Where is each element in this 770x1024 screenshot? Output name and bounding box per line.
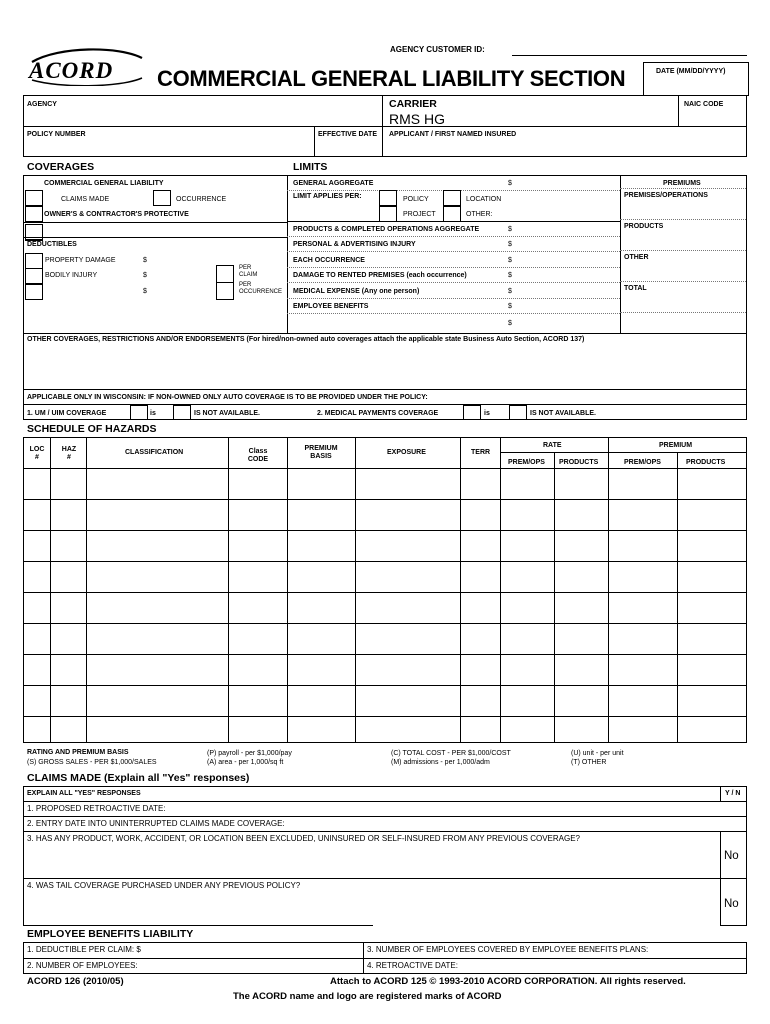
other-coverages-top bbox=[23, 333, 747, 334]
cm-right bbox=[746, 786, 747, 926]
products-completed-input[interactable] bbox=[517, 223, 617, 234]
employee-benefits-label: EMPLOYEE BENEFITS bbox=[293, 303, 369, 310]
deductibles-label: DEDUCTIBLES bbox=[27, 241, 77, 248]
limit-applies-per-label: LIMIT APPLIES PER: bbox=[293, 193, 362, 200]
cm-l4 bbox=[23, 878, 747, 879]
employees-covered-input[interactable] bbox=[701, 945, 743, 956]
dr-divider bbox=[287, 282, 620, 283]
entry-date-label: 2. ENTRY DATE INTO UNINTERRUPTED CLAIMS MADE COVERAGE: bbox=[27, 819, 285, 828]
deductible-other-dollar: $ bbox=[143, 288, 147, 295]
personal-advertising-input[interactable] bbox=[517, 238, 617, 249]
agency-policy-divider bbox=[23, 126, 382, 127]
wisconsin-left-border bbox=[23, 390, 24, 420]
products-premium-input[interactable] bbox=[624, 235, 742, 247]
excluded-question: 3. HAS ANY PRODUCT, WORK, ACCIDENT, OR LOCATION BEEN EXCLUDED, UNINSURED OR SELF-INSURED FROM ANY PREVIOUS COVERAGE? bbox=[27, 834, 580, 843]
products-premium-label: PRODUCTS bbox=[624, 223, 664, 230]
rating-s: (S) GROSS SALES - PER $1,000/SALES bbox=[27, 759, 157, 766]
number-of-employees-input[interactable] bbox=[158, 961, 358, 972]
applicant-label: APPLICANT / FIRST NAMED INSURED bbox=[389, 131, 517, 138]
limit-extra-input[interactable] bbox=[517, 317, 617, 328]
premium-premops-header: PREM/OPS bbox=[624, 459, 661, 466]
prem-title-divider bbox=[620, 188, 746, 189]
medical-payments-label: 2. MEDICAL PAYMENTS COVERAGE bbox=[317, 410, 439, 417]
personal-advertising-dollar: $ bbox=[508, 241, 512, 248]
owners-checkbox[interactable] bbox=[25, 206, 43, 222]
hazards-title: SCHEDULE OF HAZARDS bbox=[27, 423, 157, 435]
table-row bbox=[23, 561, 747, 562]
damage-rented-label: DAMAGE TO RENTED PREMISES (each occurrence) bbox=[293, 272, 467, 279]
ebl-mid bbox=[23, 958, 747, 959]
med-is-checkbox[interactable] bbox=[463, 405, 481, 420]
haz-col-7 bbox=[500, 437, 501, 743]
rating-c: (C) TOTAL COST - PER $1,000/COST bbox=[391, 750, 511, 757]
naic-code-input[interactable] bbox=[683, 110, 743, 123]
products-completed-dollar: $ bbox=[508, 226, 512, 233]
effective-date-divider bbox=[314, 126, 315, 157]
limit-extra-dollar: $ bbox=[508, 320, 512, 327]
rating-u: (U) unit - per unit bbox=[571, 750, 624, 757]
classification-header: CLASSIFICATION bbox=[125, 449, 184, 456]
premises-operations-label: PREMISES/OPERATIONS bbox=[624, 192, 708, 199]
uim-coverage-label: 1. UM / UIM COVERAGE bbox=[27, 410, 107, 417]
cgl-label: COMMERCIAL GENERAL LIABILITY bbox=[44, 180, 164, 187]
rate-products-header: PRODUCTS bbox=[559, 459, 599, 466]
bodily-injury-checkbox[interactable] bbox=[25, 268, 43, 284]
policy-number-label: POLICY NUMBER bbox=[27, 131, 86, 138]
excluded-answer[interactable]: No bbox=[724, 850, 739, 862]
medical-expense-label: MEDICAL EXPENSE (Any one person) bbox=[293, 288, 420, 295]
bodily-injury-input[interactable] bbox=[151, 268, 211, 279]
haz-col-3 bbox=[228, 437, 229, 743]
products-completed-label: PRODUCTS & COMPLETED OPERATIONS AGGREGATE bbox=[293, 226, 480, 233]
table-row bbox=[23, 592, 747, 593]
cgl-bottom-line bbox=[23, 222, 287, 223]
eb-divider bbox=[287, 313, 620, 314]
page-title: COMMERCIAL GENERAL LIABILITY SECTION bbox=[157, 66, 626, 91]
other-coverages-input[interactable] bbox=[27, 347, 741, 385]
cm-bottom-right bbox=[720, 925, 747, 926]
haz-header-bottom bbox=[23, 468, 747, 469]
haz-top bbox=[23, 437, 747, 438]
ebl-bottom bbox=[23, 973, 747, 974]
other-limit-label: OTHER: bbox=[466, 211, 493, 218]
carrier-naic-divider bbox=[678, 95, 679, 126]
haz-col-0 bbox=[23, 437, 24, 743]
deductible-per-claim-input[interactable] bbox=[173, 945, 358, 956]
tp-divider bbox=[620, 312, 746, 313]
general-aggregate-label: GENERAL AGGREGATE bbox=[293, 180, 374, 187]
table-row bbox=[23, 716, 747, 717]
other-limit-checkbox[interactable] bbox=[443, 206, 461, 222]
ebl-right bbox=[746, 942, 747, 974]
date-label: DATE (MM/DD/YYYY) bbox=[656, 68, 726, 75]
coverages-left-border bbox=[23, 175, 24, 390]
agency-label: AGENCY bbox=[27, 101, 57, 108]
block-right-border bbox=[746, 95, 747, 157]
owners-contractors-label: OWNER'S & CONTRACTOR'S PROTECTIVE bbox=[44, 211, 189, 218]
premium-products-header: PRODUCTS bbox=[686, 459, 726, 466]
ebl-retroactive-input[interactable] bbox=[478, 961, 743, 972]
property-damage-dollar: $ bbox=[143, 257, 147, 264]
cm-bottom bbox=[23, 925, 373, 926]
occurrence-label: OCCURRENCE bbox=[176, 196, 227, 203]
rating-basis bbox=[23, 747, 747, 769]
po-divider bbox=[620, 219, 746, 220]
haz-col-8 bbox=[554, 452, 555, 743]
effective-date-label: EFFECTIVE DATE bbox=[318, 131, 377, 138]
block-bottom-border bbox=[23, 156, 747, 157]
haz-bottom bbox=[23, 742, 747, 743]
me-divider bbox=[287, 298, 620, 299]
occurrence-checkbox[interactable] bbox=[153, 190, 171, 206]
ebl-retroactive-label: 4. RETROACTIVE DATE: bbox=[367, 961, 458, 970]
coverages-right-border bbox=[746, 175, 747, 390]
haz-col-5 bbox=[355, 437, 356, 743]
per-claim-label: PER CLAIM bbox=[239, 265, 258, 278]
haz-col-9 bbox=[608, 437, 609, 743]
rate-premops-header: PREM/OPS bbox=[508, 459, 545, 466]
pp-divider bbox=[620, 250, 746, 251]
form-id: ACORD 126 (2010/05) bbox=[27, 976, 124, 987]
coverages-top-border bbox=[23, 175, 747, 176]
tail-coverage-question: 4. WAS TAIL COVERAGE PURCHASED UNDER ANY PREVIOUS POLICY? bbox=[27, 881, 301, 890]
med-not-available-checkbox[interactable] bbox=[509, 405, 527, 420]
total-premium-input[interactable] bbox=[624, 297, 742, 309]
footer-attach: Attach to ACORD 125 © 1993-2010 ACORD CORPORATION. All rights reserved. bbox=[330, 976, 686, 987]
damage-rented-input[interactable] bbox=[517, 269, 617, 280]
employees-covered-label: 3. NUMBER OF EMPLOYEES COVERED BY EMPLOYEE BENEFITS PLANS: bbox=[367, 945, 649, 954]
premium-header: PREMIUM bbox=[659, 442, 693, 449]
policy-label: POLICY bbox=[403, 196, 429, 203]
each-occurrence-input[interactable] bbox=[517, 254, 617, 265]
haz-rate-split bbox=[500, 452, 746, 453]
policy-checkbox[interactable] bbox=[379, 190, 397, 206]
personal-advertising-label: PERSONAL & ADVERTISING INJURY bbox=[293, 241, 416, 248]
haz-col-2 bbox=[86, 437, 87, 743]
hazards-table bbox=[23, 437, 747, 743]
other-coverages-label: OTHER COVERAGES, RESTRICTIONS AND/OR ENDORSEMENTS (For hired/non-owned auto coverages attach the applicable state Business Auto Section, ACORD 137) bbox=[27, 336, 585, 343]
table-row bbox=[23, 499, 747, 500]
op-divider bbox=[620, 281, 746, 282]
agency-input[interactable] bbox=[27, 110, 377, 123]
cm-l1 bbox=[23, 801, 747, 802]
coverages-title: COVERAGES bbox=[27, 161, 95, 173]
acord-logo-text: ACORD bbox=[29, 58, 114, 83]
table-row bbox=[23, 623, 747, 624]
per-occurrence-checkbox[interactable] bbox=[216, 282, 234, 300]
explain-yes-label: EXPLAIN ALL "YES" RESPONSES bbox=[27, 790, 141, 797]
deductible-other-input[interactable] bbox=[151, 284, 211, 295]
property-damage-input[interactable] bbox=[151, 253, 211, 264]
ebl-title: EMPLOYEE BENEFITS LIABILITY bbox=[27, 928, 194, 940]
each-occurrence-dollar: $ bbox=[508, 257, 512, 264]
deductible-per-claim-label: 1. DEDUCTIBLE PER CLAIM: $ bbox=[27, 945, 141, 954]
loc-header: LOC # bbox=[29, 446, 45, 461]
wisconsin-section bbox=[23, 390, 747, 420]
haz-col-11 bbox=[746, 437, 747, 743]
general-aggregate-dollar: $ bbox=[508, 180, 512, 187]
cm-l3 bbox=[23, 831, 747, 832]
applicant-input[interactable] bbox=[389, 141, 741, 154]
cm-left bbox=[23, 786, 24, 926]
ebl-left bbox=[23, 942, 24, 974]
damage-rented-dollar: $ bbox=[508, 272, 512, 279]
medical-expense-dollar: $ bbox=[508, 288, 512, 295]
premium-basis-header: PREMIUM BASIS bbox=[304, 445, 338, 460]
cm-yn-divider bbox=[720, 786, 721, 801]
table-row bbox=[23, 685, 747, 686]
limits-title: LIMITS bbox=[293, 161, 328, 173]
acord-logo bbox=[24, 48, 149, 86]
page-header bbox=[0, 0, 770, 95]
wisconsin-label: APPLICABLE ONLY IN WISCONSIN: IF NON-OWNED ONLY AUTO COVERAGE IS TO BE PROVIDED UNDER THE POLICY: bbox=[27, 394, 428, 401]
haz-col-4 bbox=[287, 437, 288, 743]
med-not-available-label: IS NOT AVAILABLE. bbox=[530, 410, 596, 417]
rating-p: (P) payroll - per $1,000/pay bbox=[207, 750, 292, 757]
premises-operations-input[interactable] bbox=[624, 204, 742, 216]
property-damage-label: PROPERTY DAMAGE bbox=[45, 257, 116, 264]
med-is-label: is bbox=[484, 410, 490, 417]
bodily-injury-label: BODILY INJURY bbox=[45, 272, 98, 279]
other-premium-label: OTHER bbox=[624, 254, 649, 261]
tail-coverage-answer[interactable]: No bbox=[724, 898, 739, 910]
each-occurrence-label: EACH OCCURRENCE bbox=[293, 257, 365, 264]
lap-bottom bbox=[287, 221, 620, 222]
claims-made-title: CLAIMS MADE (Explain all "Yes" responses) bbox=[27, 772, 250, 784]
uim-not-available-checkbox[interactable] bbox=[173, 405, 191, 420]
uim-is-checkbox[interactable] bbox=[130, 405, 148, 420]
limits-premiums-divider bbox=[620, 175, 621, 333]
rating-basis-title: RATING AND PREMIUM BASIS bbox=[27, 749, 129, 756]
property-damage-checkbox[interactable] bbox=[25, 253, 43, 269]
footer-trademark: The ACORD name and logo are registered marks of ACORD bbox=[233, 991, 502, 1002]
yn-label: Y / N bbox=[725, 790, 741, 797]
effective-date-input[interactable] bbox=[317, 141, 379, 154]
wisconsin-bottom-line bbox=[23, 419, 747, 420]
agency-customer-id-input[interactable] bbox=[514, 44, 746, 55]
deductibles-top-line bbox=[23, 237, 287, 238]
location-checkbox[interactable] bbox=[443, 190, 461, 206]
uim-not-available-label: IS NOT AVAILABLE. bbox=[194, 410, 260, 417]
agency-customer-id-line bbox=[512, 55, 747, 56]
date-input[interactable] bbox=[648, 78, 744, 91]
bodily-injury-dollar: $ bbox=[143, 272, 147, 279]
claims-made-table bbox=[23, 786, 747, 926]
medical-expense-input[interactable] bbox=[517, 285, 617, 296]
block-top-border bbox=[23, 95, 747, 96]
entry-date-input[interactable] bbox=[328, 818, 708, 829]
cm-l2 bbox=[23, 816, 747, 817]
pa-divider bbox=[287, 251, 620, 252]
per-occurrence-label: PER OCCURRENCE bbox=[239, 282, 283, 295]
policy-number-input[interactable] bbox=[27, 141, 307, 154]
rating-a: (A) area - per 1,000/sq ft bbox=[207, 759, 284, 766]
project-checkbox[interactable] bbox=[379, 206, 397, 222]
ebl-table bbox=[23, 942, 747, 974]
claims-made-checkbox[interactable] bbox=[25, 190, 43, 206]
rating-m: (M) admissions - per 1,000/adm bbox=[391, 759, 490, 766]
haz-col-10 bbox=[677, 452, 678, 743]
rating-t: (T) OTHER bbox=[571, 759, 607, 766]
coverages-limits-divider bbox=[287, 175, 288, 333]
retroactive-date-label: 1. PROPOSED RETROACTIVE DATE: bbox=[27, 804, 166, 813]
deductible-other-checkbox[interactable] bbox=[25, 284, 43, 300]
general-aggregate-input[interactable] bbox=[517, 177, 617, 188]
carrier-label: CARRIER bbox=[389, 98, 437, 110]
wisconsin-right-border bbox=[746, 390, 747, 420]
uim-is-label: is bbox=[150, 410, 156, 417]
agency-customer-id-label: AGENCY CUSTOMER ID: bbox=[390, 45, 485, 54]
employee-benefits-input[interactable] bbox=[517, 300, 617, 311]
table-row bbox=[23, 654, 747, 655]
exposure-header: EXPOSURE bbox=[387, 449, 426, 456]
cm-top bbox=[23, 786, 747, 787]
pc-divider bbox=[287, 236, 620, 237]
total-premium-label: TOTAL bbox=[624, 285, 647, 292]
class-code-header: Class CODE bbox=[247, 448, 269, 463]
premiums-title: PREMIUMS bbox=[663, 180, 701, 187]
ebl-top bbox=[23, 942, 747, 943]
carrier-value[interactable]: RMS HG bbox=[389, 111, 445, 127]
eo-divider bbox=[287, 267, 620, 268]
agency-carrier-block bbox=[23, 95, 747, 157]
ebl-mid-vert bbox=[363, 942, 364, 974]
date-box bbox=[643, 62, 749, 96]
haz-header: HAZ # bbox=[61, 446, 77, 461]
haz-col-6 bbox=[460, 437, 461, 743]
number-of-employees-label: 2. NUMBER OF EMPLOYEES: bbox=[27, 961, 138, 970]
coverages-section bbox=[23, 160, 747, 390]
terr-header: TERR bbox=[471, 449, 491, 456]
haz-col-1 bbox=[50, 437, 51, 743]
employee-benefits-dollar: $ bbox=[508, 303, 512, 310]
table-row bbox=[23, 530, 747, 531]
naic-code-label: NAIC CODE bbox=[684, 101, 724, 108]
rate-header: RATE bbox=[543, 442, 562, 449]
other-premium-input[interactable] bbox=[624, 266, 742, 278]
project-label: PROJECT bbox=[403, 211, 436, 218]
claims-made-label: CLAIMS MADE bbox=[61, 196, 110, 203]
location-label: LOCATION bbox=[466, 196, 502, 203]
retroactive-date-input[interactable] bbox=[193, 803, 693, 814]
